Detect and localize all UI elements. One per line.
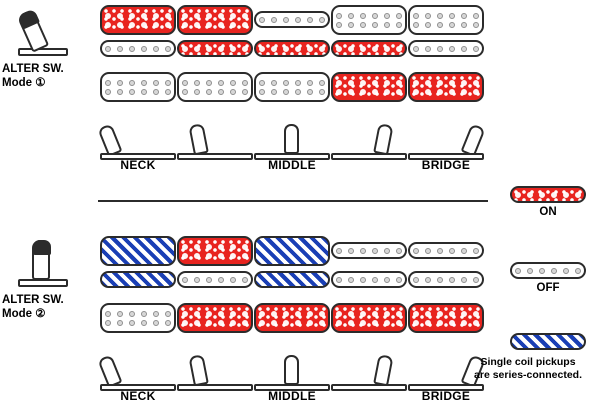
- pickup-m1-r1-c3: [254, 11, 330, 28]
- position-label-m2-bridge: BRIDGE: [421, 389, 471, 403]
- alter-sw-title: ALTER SW.: [2, 63, 64, 75]
- position-label-m2-neck: NECK: [120, 389, 156, 403]
- pickup-m1-r1-c4: [331, 5, 407, 35]
- legend-off-swatch: [510, 262, 586, 279]
- blade-m2-p1: [100, 349, 176, 391]
- pickup-m1-r2-c2: [177, 40, 253, 57]
- legend-series-note-line2: are series-connected.: [474, 369, 582, 381]
- pickup-m2-r3-c5: [408, 303, 484, 333]
- blade-lever: [373, 123, 393, 155]
- pickup-m2-r2-c2: [177, 271, 253, 288]
- blade-m1-p4: [331, 118, 407, 160]
- position-label-m1-bridge: BRIDGE: [421, 158, 471, 172]
- legend-series-note: [458, 356, 598, 382]
- pickup-m1-r3-c5: [408, 72, 484, 102]
- blade-m2-p2: [177, 349, 253, 391]
- blade-lever: [284, 355, 299, 385]
- blade-m2-p3: [254, 349, 330, 391]
- pickup-m2-r3-c4: [331, 303, 407, 333]
- pickup-m1-r2-c4: [331, 40, 407, 57]
- pickup-m2-r1-c2: [177, 236, 253, 266]
- lever-cap: [17, 8, 40, 29]
- position-label-m1-middle: MIDDLE: [268, 158, 316, 172]
- pickup-m1-r1-c1: [100, 5, 176, 35]
- blade-m1-p3: [254, 118, 330, 160]
- position-label-m1-neck: NECK: [120, 158, 156, 172]
- pickup-m2-r2-c1: [100, 271, 176, 288]
- pickup-m2-r1-c5: [408, 242, 484, 259]
- legend-series-swatch: [510, 333, 586, 350]
- blade-lever: [284, 124, 299, 154]
- legend-on-label: ON: [539, 206, 557, 218]
- switch-lever: [17, 9, 50, 53]
- blade-lever: [461, 123, 486, 156]
- pickup-m1-r3-c2: [177, 72, 253, 102]
- pickup-m2-r1-c3: [254, 236, 330, 266]
- pickup-m2-r2-c4: [331, 271, 407, 288]
- pickup-m1-r3-c3: [254, 72, 330, 102]
- pickup-m1-r3-c4: [331, 72, 407, 102]
- alter-switch-mode2-label: [2, 293, 112, 321]
- alter-switch-mode2-icon: [14, 235, 74, 287]
- blade-lever: [188, 123, 208, 155]
- switch-lever: [32, 240, 50, 280]
- lever-cap: [33, 240, 51, 255]
- blade-lever: [188, 354, 208, 386]
- pickup-m2-r1-c1: [100, 236, 176, 266]
- pickup-m2-r3-c2: [177, 303, 253, 333]
- switch-plate: [18, 279, 68, 287]
- blade-lever: [97, 123, 122, 156]
- alter-sw-mode: Mode ②: [2, 308, 46, 320]
- alter-sw-mode: Mode ①: [2, 77, 46, 89]
- pickup-m1-r1-c5: [408, 5, 484, 35]
- blade-lever: [373, 354, 393, 386]
- switch-plate: [18, 48, 68, 56]
- pickup-m2-r3-c3: [254, 303, 330, 333]
- section-divider: [98, 200, 488, 202]
- pickup-m2-r3-c1: [100, 303, 176, 333]
- pickup-m1-r2-c3: [254, 40, 330, 57]
- pickup-m1-r1-c2: [177, 5, 253, 35]
- pickup-m2-r1-c4: [331, 242, 407, 259]
- pickup-m1-r2-c5: [408, 40, 484, 57]
- alter-switch-mode1-label: [2, 62, 112, 90]
- legend-off-label: OFF: [536, 282, 560, 294]
- blade-m1-p1: [100, 118, 176, 160]
- legend-on-swatch: [510, 186, 586, 203]
- pickup-m1-r3-c1: [100, 72, 176, 102]
- alter-switch-mode1-icon: [14, 4, 74, 56]
- blade-m1-p2: [177, 118, 253, 160]
- blade-m2-p4: [331, 349, 407, 391]
- pickup-m1-r2-c1: [100, 40, 176, 57]
- alter-sw-title: ALTER SW.: [2, 294, 64, 306]
- position-label-m2-middle: MIDDLE: [268, 389, 316, 403]
- legend-series-note-line1: Single coil pickups: [480, 356, 576, 368]
- blade-lever: [97, 354, 122, 387]
- pickup-m2-r2-c3: [254, 271, 330, 288]
- blade-m1-p5: [408, 118, 484, 160]
- pickup-m2-r2-c5: [408, 271, 484, 288]
